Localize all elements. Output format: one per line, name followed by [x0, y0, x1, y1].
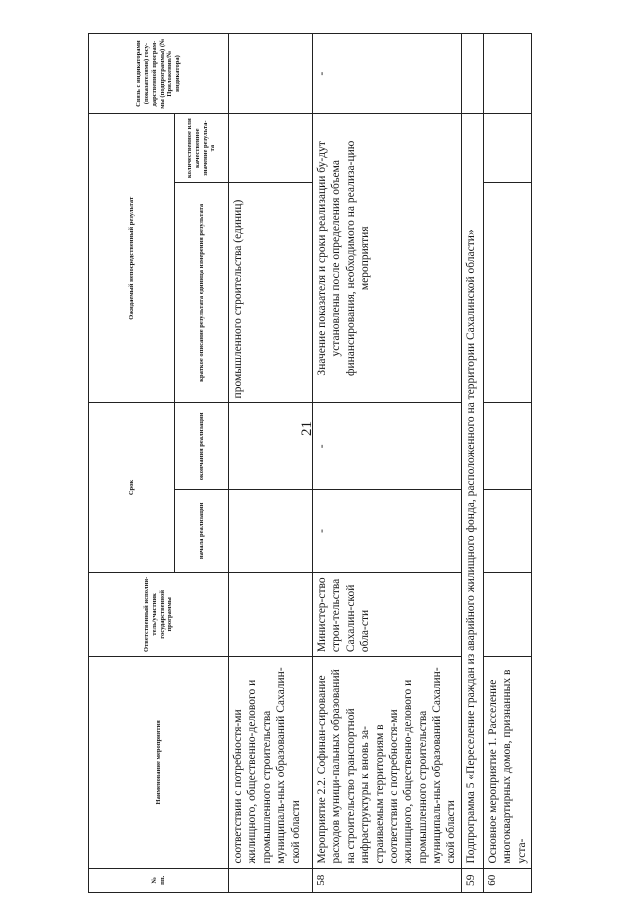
header-term-start: начала реализации [175, 490, 229, 572]
row-responsible [483, 572, 531, 657]
row-name: Мероприятие 2.2. Софинан-сирование расходов муници-пальных образований на строительство транспортной инфраструктуры к вновь за-страиваемым территориям в соответствии с потребностя-ми жилищного, общественно-делового и промышленного строительства муниципаль-ных образований Сахалин-ской области [313, 657, 462, 868]
row-end: - [313, 403, 462, 490]
row-name: соответствии с потребностя-ми жилищного, общественно-делового и промышленного строительства муниципаль-ных образований Сахалин-ской области [229, 657, 313, 868]
row-qty [229, 114, 313, 183]
page-number: 21 [299, 421, 315, 436]
header-no: № пп. [89, 868, 229, 892]
row-number [229, 868, 313, 892]
table-row [313, 34, 462, 893]
row-link: - [313, 34, 462, 114]
header-term: Срок [89, 403, 175, 572]
table-container [88, 33, 616, 893]
table-row [229, 34, 313, 893]
row-start [229, 490, 313, 572]
row-desc [483, 183, 531, 403]
row-desc: Значение показателя и сроки реализации бу-дут установлены после определения объема финансирования, необходимого на реализа-цию мероприятия [313, 114, 462, 403]
row-number: 58 [313, 868, 462, 892]
header-expected: Ожидаемый непосредственный результат [89, 114, 175, 403]
table-row [483, 34, 531, 893]
row-name: Основное мероприятие 1. Расселение многоквартирных домов, признанных в уста- [483, 657, 531, 868]
subprogram-row [461, 34, 483, 893]
row-desc: промышленного строительства (единиц) [229, 183, 313, 403]
header-expected-desc: краткое описание результата единица измерения результата [175, 183, 229, 403]
header-responsible: Ответственный исполни-тель/участник государственной программы [89, 572, 229, 657]
row-end [229, 403, 313, 490]
events-table [88, 33, 532, 893]
header-expected-qty: количественное или качественное значение результа-та [175, 114, 229, 183]
row-end [483, 403, 531, 490]
row-responsible [229, 572, 313, 657]
row-link [483, 34, 531, 114]
row-link [229, 34, 313, 114]
row-number: 60 [483, 868, 531, 892]
row-start: - [313, 490, 462, 572]
row-qty [483, 114, 531, 183]
row-start [483, 490, 531, 572]
header-link: Связь с индикаторами (показателями) госу-дарственной програм-мы (подпрограммы) (№ Приложения/№ индикатора) [89, 34, 229, 114]
subprogram-title: Подпрограмма 5 «Переселение граждан из аварийного жилищного фонда, расположенного на территории Сахалинской области» [461, 114, 483, 868]
row-responsible: Министер-ство строи-тельства Сахалин-ской обла-сти [313, 572, 462, 657]
header-name: Наименование мероприятия [89, 657, 229, 868]
row-link [461, 34, 483, 114]
row-number: 59 [461, 868, 483, 892]
header-term-end: окончания реализации [175, 403, 229, 490]
